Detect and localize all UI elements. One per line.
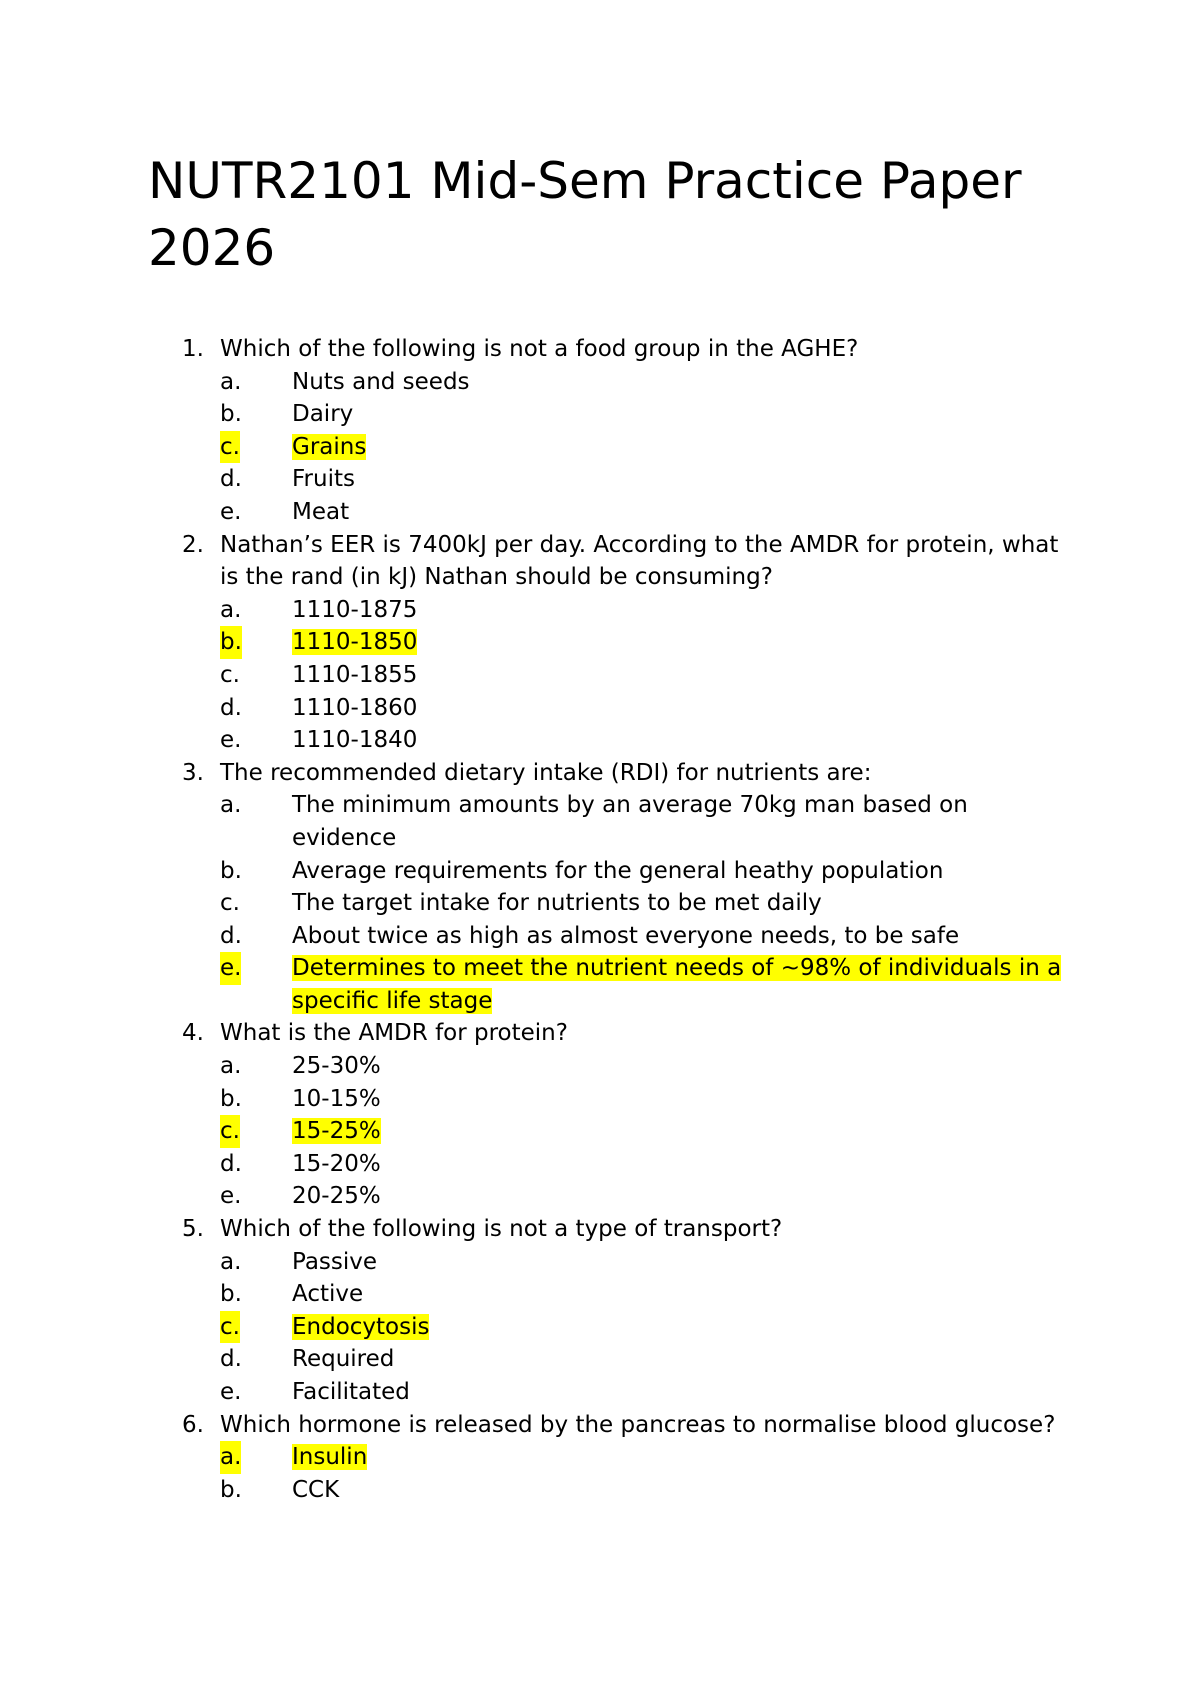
highlighted-answer-text: Endocytosis <box>292 1313 430 1340</box>
question-item <box>148 1213 1068 1409</box>
option-letter: e. <box>220 498 242 525</box>
highlighted-answer-text: Grains <box>292 433 367 460</box>
option-item <box>220 496 1068 529</box>
option-text: Fruits <box>292 466 355 493</box>
question-text: Nathan’s EER is 7400kJ per day. According to the AMDR for protein, what is the rand (in kJ) Nathan should be consuming? <box>220 531 1059 591</box>
option-letter: b. <box>220 626 242 659</box>
option-item <box>220 1083 1068 1116</box>
option-letter: c. <box>220 890 240 917</box>
option-text: Facilitated <box>292 1379 410 1405</box>
option-item-correct <box>220 1441 1068 1474</box>
option-letter: d. <box>220 1346 242 1373</box>
option-letter: d. <box>220 922 242 949</box>
option-text: Nuts and seeds <box>292 368 470 395</box>
option-letter: b. <box>220 1281 242 1308</box>
highlighted-answer-text: Insulin <box>292 1444 368 1471</box>
option-letter: c. <box>220 1311 240 1344</box>
option-item <box>220 789 1068 854</box>
option-text: 10-15% <box>292 1085 381 1112</box>
option-letter: c. <box>220 431 240 464</box>
question-item <box>148 529 1068 757</box>
option-item <box>220 398 1068 431</box>
option-item <box>220 724 1068 757</box>
question-number: 2. <box>182 531 204 558</box>
option-list <box>220 594 1068 757</box>
option-text: The minimum amounts by an average 70kg man based on evidence <box>292 792 968 851</box>
option-item <box>220 920 1068 953</box>
question-list <box>148 333 1068 1506</box>
question-number: 6. <box>182 1411 204 1438</box>
option-letter: a. <box>220 1248 242 1275</box>
option-letter: a. <box>220 1053 242 1080</box>
option-letter: e. <box>220 1379 242 1405</box>
question-number: 1. <box>182 336 204 362</box>
option-item <box>220 1278 1068 1311</box>
option-text: CCK <box>292 1476 340 1503</box>
option-text: Required <box>292 1346 395 1373</box>
option-text: Dairy <box>292 401 354 428</box>
option-letter: e. <box>220 1183 242 1210</box>
option-letter: e. <box>220 952 241 985</box>
option-item <box>220 1474 1068 1507</box>
option-letter: d. <box>220 466 242 493</box>
option-text: 25-30% <box>292 1053 381 1080</box>
question-text: Which of the following is not a food group in the AGHE? <box>220 336 859 362</box>
option-item <box>220 463 1068 496</box>
option-text: 1110-1855 <box>292 661 418 688</box>
option-text: Active <box>292 1281 364 1308</box>
option-letter: a. <box>220 792 242 819</box>
option-item <box>220 659 1068 692</box>
option-text: 15-20% <box>292 1150 381 1177</box>
option-item-correct <box>220 1115 1068 1148</box>
option-item <box>220 594 1068 627</box>
option-item-correct <box>220 952 1068 1017</box>
question-item <box>148 1409 1068 1507</box>
question-item <box>148 1017 1068 1213</box>
option-letter: a. <box>220 1441 241 1474</box>
option-text: Passive <box>292 1248 378 1275</box>
question-number: 4. <box>182 1020 204 1047</box>
highlighted-answer-text: Determines to meet the nutrient needs of ~98% of individuals in a specific life stage <box>292 955 1062 1014</box>
option-text: The target intake for nutrients to be met daily <box>292 890 822 917</box>
option-item-correct <box>220 626 1068 659</box>
option-letter: a. <box>220 596 242 623</box>
option-item <box>220 855 1068 888</box>
option-text: 1110-1875 <box>292 596 418 623</box>
option-letter: b. <box>220 1476 242 1503</box>
option-item <box>220 1343 1068 1376</box>
question-text: Which hormone is released by the pancreas to normalise blood glucose? <box>220 1411 1056 1438</box>
option-list <box>220 1050 1068 1213</box>
option-item <box>220 692 1068 725</box>
question-text: The recommended dietary intake (RDI) for nutrients are: <box>220 759 872 786</box>
option-item-correct <box>220 1311 1068 1344</box>
question-text: What is the AMDR for protein? <box>220 1020 568 1047</box>
question-item <box>148 757 1068 1018</box>
option-text: 20-25% <box>292 1183 381 1210</box>
option-list <box>220 1441 1068 1506</box>
option-item <box>220 1376 1068 1409</box>
question-item <box>148 333 1068 529</box>
option-text: About twice as high as almost everyone needs, to be safe <box>292 922 960 949</box>
question-text: Which of the following is not a type of transport? <box>220 1216 783 1243</box>
option-item <box>220 1148 1068 1181</box>
option-text: Average requirements for the general heathy population <box>292 857 944 884</box>
option-item-correct <box>220 431 1068 464</box>
option-letter: b. <box>220 401 242 428</box>
highlighted-answer-text: 1110-1850 <box>292 629 418 656</box>
option-letter: b. <box>220 1085 242 1112</box>
option-text: 1110-1860 <box>292 694 418 721</box>
option-list <box>220 789 1068 1017</box>
option-list <box>220 1246 1068 1409</box>
page-title: NUTR2101 Mid-Sem Practice Paper 2026 <box>148 152 1022 277</box>
highlighted-answer-text: 15-25% <box>292 1118 381 1145</box>
option-letter: d. <box>220 694 242 721</box>
option-item <box>220 887 1068 920</box>
option-letter: c. <box>220 661 240 688</box>
option-item <box>220 1246 1068 1279</box>
option-item <box>220 1180 1068 1213</box>
option-letter: b. <box>220 857 242 884</box>
option-text: 1110-1840 <box>292 727 418 754</box>
question-number: 3. <box>182 759 204 786</box>
option-letter: d. <box>220 1150 242 1177</box>
option-letter: e. <box>220 727 242 754</box>
option-letter: a. <box>220 368 242 395</box>
option-list <box>220 366 1068 529</box>
option-item <box>220 1050 1068 1083</box>
option-item <box>220 366 1068 399</box>
question-number: 5. <box>182 1216 204 1243</box>
option-letter: c. <box>220 1115 240 1148</box>
option-text: Meat <box>292 498 350 525</box>
